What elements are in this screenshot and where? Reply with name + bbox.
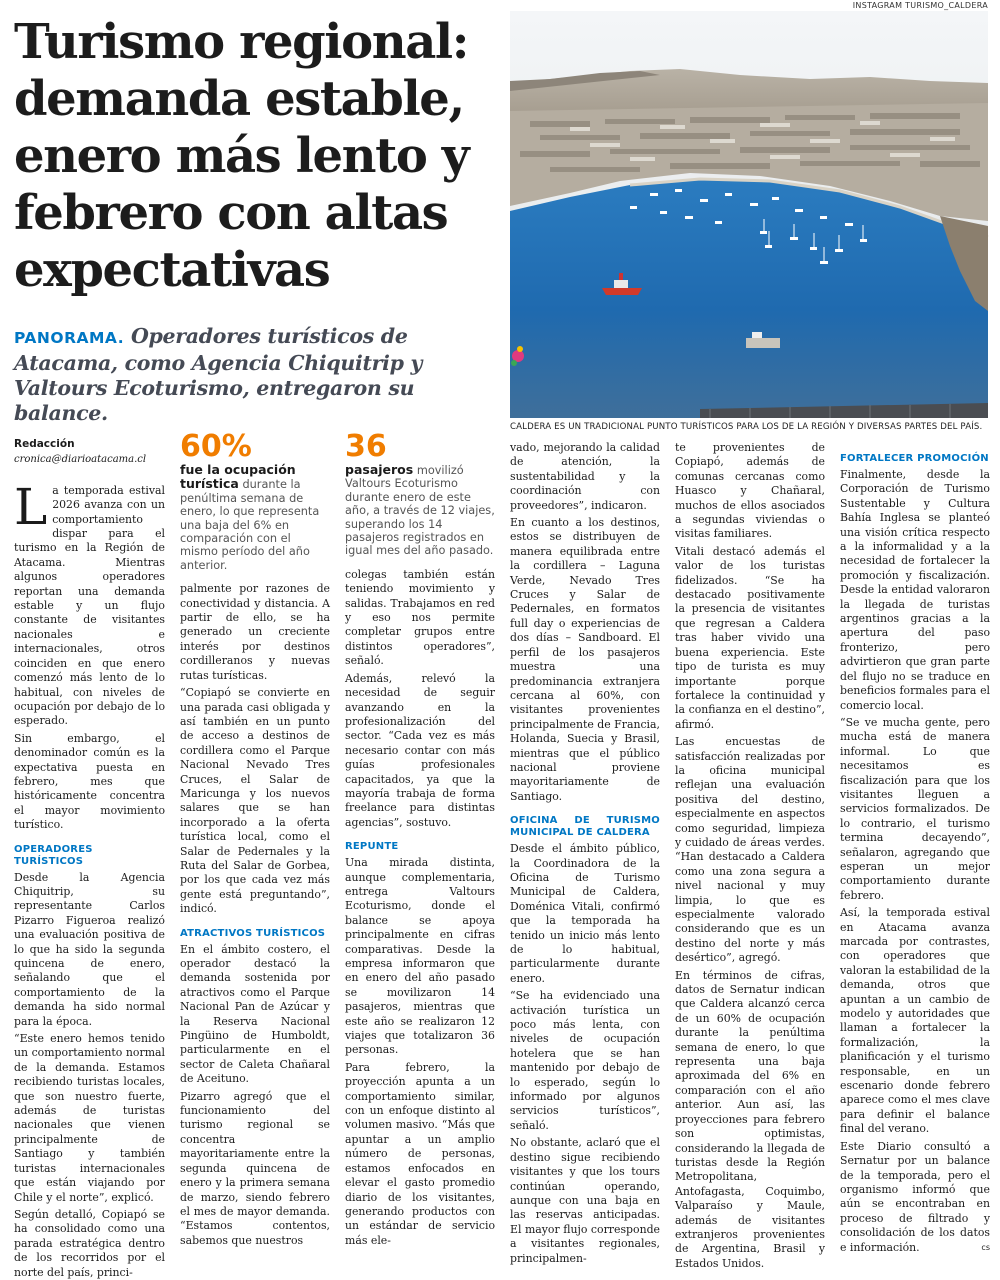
deck (14, 324, 500, 426)
paragraph: En términos de cifras, datos de Sernatur indican que Caldera alcanzó cerca de un 60% de ocupación durante la penúltima semana de enero, lo que representa una baja aproximada del 6% en comparación con el año anterior. Aun así, las proyecciones para febrero son optimistas, considerando la llegada de turistas desde la Región Metropolitana, Antofagasta, Coquimbo, Valparaíso y Maule, además de visitantes extranjeros provenientes de Argentina, Brasil y Estados Unidos. (675, 968, 825, 1270)
harbor-photo (510, 11, 988, 418)
subhead-oficina: OFICINA DE TURISMO MUNICIPAL DE CALDERA (510, 815, 660, 839)
paragraph: Pizarro agregó que el funcionamiento del turismo regional se concentra mayoritariamente entre la segunda quincena de enero y la primera semana de marzo, siendo febrero el mes de mayor demanda. “Estamos contentos, sabemos que nuestros (180, 1089, 330, 1247)
paragraph: “Este enero hemos tenido un comportamiento normal de la demanda. Estamos recibiendo turistas locales, que son nuestro fuerte, además de turistas nacionales que vienen principalmente de Santiago y también turistas internacionales que están viajando por Chile y el norte”, explicó. (14, 1032, 165, 1204)
paragraph: Las encuestas de satisfacción realizadas por la oficina municipal reflejan una evaluación positiva del destino, especialmente en aspectos como seguridad, limpieza y cuidado de áreas verdes. “Han destacado a Caldera como una zona segura a nivel nacional y muy limpia, lo que es especialmente valorado considerando que es un destino del norte y más desértico”, agregó. (675, 735, 825, 965)
subhead-operadores: OPERADORES TURÍSTICOS (14, 843, 93, 867)
subhead-atractivos: ATRACTIVOS TURÍSTICOS (180, 927, 326, 939)
subhead-repunte: REPUNTE (345, 841, 399, 853)
end-mark: cs (981, 1242, 990, 1252)
paragraph: Una mirada distinta, aunque complementaria, entrega Valtours Ecoturismo, donde el balance se apoya principalmente en cifras comparativas. Desde la empresa informaron que en enero del año pasado se movilizaron 14 pasajeros, mientras que este año se realizaron 12 viajes que totalizaron 36 personas. (345, 856, 495, 1057)
column-5 (675, 441, 825, 1270)
paragraph: Vitali destacó además el valor de los turistas fidelizados. “Se ha destacado positivamente la presencia de visitantes que regresan a Caldera tras haber vivido una buena experiencia. Este tipo de turista es muy importante porque fortalece la continuidad y la confianza en el destino”, afirmó. (675, 544, 825, 731)
paragraph: Según detalló, Copiapó se ha consolidado como una parada estratégica dentro de los recorridos por el norte del país, princi- (14, 1207, 165, 1279)
column-2 (180, 429, 330, 1247)
paragraph: En cuanto a los destinos, estos se distribuyen de manera equilibrada entre la cordillera – Laguna Verde, Nevado Tres Cruces y Salar de Pedernales, en formatos full day o experiencias de dos días – Sandboard. El perfil de los pasajeros muestra una predominancia extranjera cercana al 60%, con visitantes provenientes principalmente de Francia, Holanda, Suecia y Brasil, mientras que el público nacional proviene mayoritariamente de Santiago. (510, 516, 660, 803)
column-1 (14, 437, 165, 1279)
fact-number: 36 (345, 429, 387, 464)
paragraph: Sin embargo, el denominador común es la expectativa puesta en febrero, mes que históricamente concentra el mayor movimiento turístico. (14, 731, 165, 832)
photo-caption: CALDERA ES UN TRADICIONAL PUNTO TURÍSTICOS PARA LOS DE LA REGIÓN Y DIVERSAS PARTES DEL PAÍS. (510, 422, 983, 432)
paragraph: Así, la temporada estival en Atacama avanza marcada por contrastes, con operadores que valoran la estabilidad de la demanda, otros que apuntan a un cambio de modelo y autoridades que llaman a fortalecer la formalización, la planificación y el turismo responsable, en un escenario donde febrero aparece como el mes clave para definir el balance final del verano. (840, 906, 990, 1136)
factbox-ocupacion (180, 431, 330, 572)
paragraph: palmente por razones de conectividad y distancia. A partir de ello, se ha generado un creciente interés por destinos cordilleranos y nuevas rutas turísticas. (180, 582, 330, 682)
paragraph: Para febrero, la proyección apunta a un comportamiento similar, con un enfoque distinto al volumen masivo. “Más que apuntar a un amplio número de personas, estamos enfocados en elevar el gasto promedio diario de los visitantes, generando productos con un estándar de servicio más ele- (345, 1060, 495, 1247)
paragraph: “Copiapó se convierte en una parada casi obligada y así también en un punto de acceso a destinos de cordillera como el Parque Nacional Nevado Tres Cruces, el Salar de Maricunga y los nuevos salares que se han incorporado a la oferta turística local, como el Salar de Pedernales y la Ruta del Salar de Gorbea, por los que cada vez más gente está preguntando”, indicó. (180, 686, 330, 916)
paragraph: Además, relevó la necesidad de seguir avanzando en la profesionalización del sector. “Cada vez es más necesario contar con más guías profesionales capacitados, ya que la mayoría trabaja de forma freelance para distintas agencias”, sostuvo. (345, 671, 495, 829)
column-3 (345, 429, 495, 1247)
paragraph: vado, mejorando la calidad de atención, la sustentabilidad y la coordinación con proveedores”, indicaron. (510, 441, 660, 512)
paragraph: La temporada estival 2026 avanza con un comportamiento dispar para el turismo en la Región de Atacama. Mientras algunos operadores reportan una demanda estable y un flujo constante de visitantes nacionales e internacionales, otros coinciden en que enero comenzó más lento de lo habitual, con niveles de ocupación por debajo de lo esperado. (14, 477, 165, 728)
deck-kicker: PANORAMA. (14, 329, 125, 347)
paragraph: En el ámbito costero, el operador destacó la demanda sostenida por atractivos como el Parque Nacional Pan de Azúcar y la Reserva Nacional Pingüino de Humboldt, particularmente en el sector de Caleta Chañaral de Aceituno. (180, 942, 330, 1086)
paragraph: Este Diario consultó a Sernatur por un balance de la temporada, pero el organismo informó que aún se encontraban en proceso de filtrado y consolidación de los datos e información. cs (840, 1139, 990, 1254)
paragraph: te provenientes de Copiapó, además de comunas cercanas como Huasco y Chañaral, muchos de ellos asociados a segundas viviendas o visitas familiares. (675, 441, 825, 541)
fact-text: fue la ocupación turística durante la penúltima semana de enero, lo que representa una baja del 6% en comparación con el mismo período del año anterior. (180, 462, 320, 572)
fact-number: 60% (180, 429, 252, 464)
dropcap: L (14, 477, 48, 536)
column-4 (510, 441, 660, 1265)
subhead-fortalecer: FORTALECER PROMOCIÓN (840, 453, 989, 464)
paragraph: “Se ha evidenciado una activación turística un poco más lenta, con niveles de ocupación hotelera que se han mantenido por debajo de lo esperado, según lo informado por algunos servicios turísticos”, señaló. (510, 989, 660, 1132)
paragraph: Finalmente, desde la Corporación de Turismo Sustentable y Cultura Bahía Inglesa se planteó una visión crítica respecto a la informalidad y a la necesidad de fortalecer la promoción y fiscalización. Desde la entidad valoraron la llegada de turistas argentinos gracias a la apertura del paso fronterizo, pero advirtieron que gran parte del flujo no se traduce en beneficios formales para el comercio local. (840, 468, 990, 712)
paragraph: colegas también están teniendo movimiento y salidas. Trabajamos en red y eso nos permite completar grupos entre distintos operadores”, señaló. (345, 567, 495, 668)
deck-text: Operadores turísticos de Atacama, como Agencia Chiquitrip y Valtours Ecoturismo, entregaron su balance. (14, 324, 423, 425)
byline-email: cronica@diarioatacama.cl (14, 454, 147, 466)
byline-author: Redacción (14, 438, 75, 450)
photo-credit: INSTAGRAM TURISMO_CALDERA (852, 1, 988, 10)
factbox-pasajeros (345, 431, 495, 558)
headline: Turismo regional: demanda estable, enero más lento y febrero con altas expectativas (14, 14, 469, 298)
paragraph: Desde el ámbito público, la Coordinadora de la Oficina de Turismo Municipal de Caldera, Doménica Vitali, confirmó que la temporada ha tenido un inicio más lento de lo habitual, particularmente durante enero. (510, 842, 660, 985)
paragraph: Desde la Agencia Chiquitrip, su representante Carlos Pizarro Figueroa realizó una evaluación positiva de lo que ha sido la segunda quincena de enero, señalando que el comportamiento de la demanda ha sido normal para la época. (14, 870, 165, 1028)
paragraph: “Se ve mucha gente, pero mucha está de manera informal. Lo que necesitamos es fiscalización para que los visitantes lleguen a servicios formalizados. De lo contrario, el turismo termina decayendo”, señalaron, agregando que esperan un mejor comportamiento durante febrero. (840, 715, 990, 902)
paragraph: No obstante, aclaró que el destino sigue recibiendo visitantes y que los tours continúan operando, aunque con una baja en las reservas anticipadas. El mayor flujo corresponde a visitantes regionales, principalmen- (510, 1136, 660, 1265)
caldera-bay-image (510, 11, 988, 418)
column-6 (840, 441, 990, 1254)
fact-text: pasajeros movilizó Valtours Ecoturismo durante enero de este año, a través de 12 viajes, superando los 14 pasajeros registrados en igual mes del año pasado. (345, 462, 495, 558)
